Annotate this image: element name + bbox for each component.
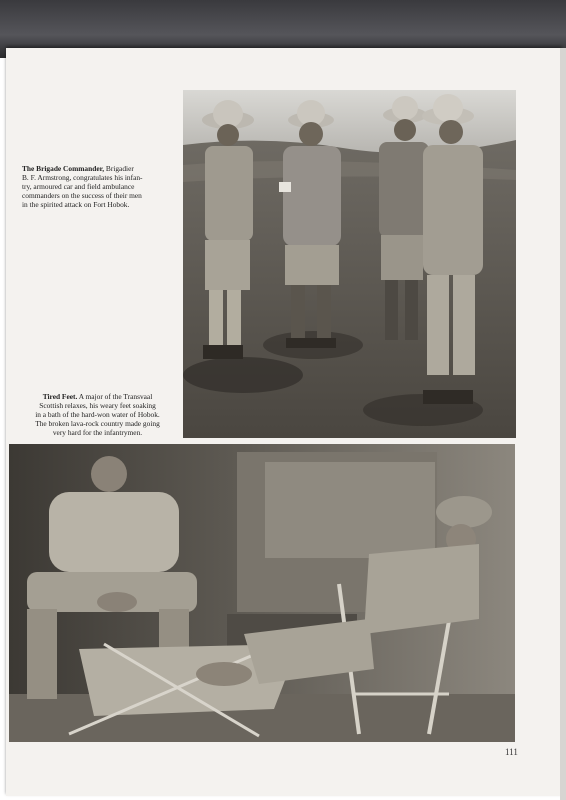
caption-line: commanders on the success of their men (22, 191, 142, 200)
caption-line: Scottish relaxes, his weary feet soaking (39, 401, 156, 410)
caption-line: Brigadier (105, 164, 134, 173)
caption-line: very hard for the infantrymen. (52, 428, 143, 437)
caption-line: in a bath of the hard-won water of Hobok. (35, 410, 160, 419)
officers-photo-image (183, 90, 516, 438)
caption-line: in the spirited attack on Fort Hobok. (22, 200, 130, 209)
caption-line: try, armoured car and field ambulance (22, 182, 135, 191)
caption-line: B. F. Armstrong, congratulates his infan- (22, 173, 143, 182)
caption-brigade-title: The Brigade Commander, (22, 164, 105, 173)
caption-brigade-commander (22, 164, 172, 209)
caption-line: The broken lava-rock country made going (35, 419, 160, 428)
caption-line: A major of the Transvaal (78, 392, 153, 401)
page-edge (560, 48, 566, 800)
resting-soldiers-photo-image (9, 444, 515, 742)
officers-photo (183, 90, 516, 438)
page-number: 111 (505, 747, 518, 757)
caption-tired-title: Tired Feet. (42, 392, 78, 401)
caption-tired-feet (20, 392, 175, 437)
resting-soldiers-photo (9, 444, 515, 742)
